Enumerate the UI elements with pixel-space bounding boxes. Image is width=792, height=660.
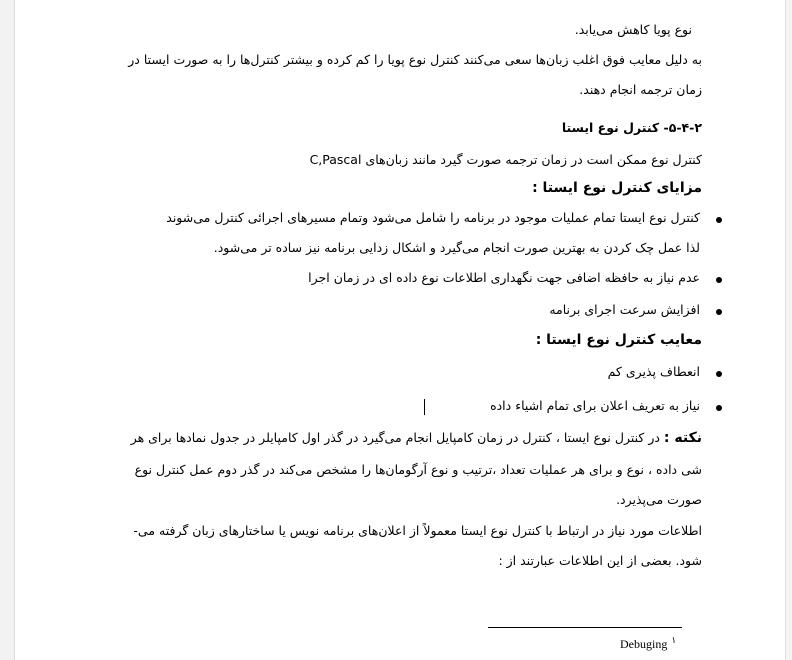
text-line: نوع پویا کاهش می‌یابد.: [574, 22, 692, 37]
text-line: شود. بعضی از این اطلاعات عبارتند از :: [498, 553, 702, 568]
bullet-icon: [716, 405, 722, 411]
section-heading: ۵-۴-۲- کنترل نوع ایستا: [561, 120, 702, 135]
bullet-icon: [716, 217, 722, 223]
footnote-separator: [488, 627, 682, 628]
advantages-heading: مزایای کنترل نوع ایستا :: [532, 180, 702, 196]
list-item: انعطاف پذیری کم: [607, 364, 700, 379]
note-line: [131, 430, 702, 446]
list-item: نیاز به تعریف اعلان برای تمام اشیاء داده: [490, 398, 700, 413]
text-line: صورت می‌پذیرد.: [616, 492, 702, 507]
note-text: در کنترل نوع ایستا ، کنترل در زمان کامپایل انجام می‌گیرد در گذر اول کامپایلر در جدول نمادها برای هر: [130, 430, 660, 445]
list-item: کنترل نوع ایستا تمام عملیات موجود در برنامه را شامل می‌شود وتمام مسیرهای اجرائی کنترل می‌شوند: [166, 210, 700, 225]
list-item: عدم نیاز به حافظه اضافی جهت نگهداری اطلاعات نوع داده ای در زمان اجرا: [308, 270, 700, 285]
right-margin-strip: [785, 0, 792, 660]
footnote-mark: ۱: [671, 635, 677, 645]
bullet-icon: [716, 277, 722, 283]
text-line: کنترل نوع ممکن است در زمان ترجمه صورت گیرد مانند زبان‌های C,Pascal: [309, 152, 702, 167]
text-line: اطلاعات مورد نیاز در ارتباط با کنترل نوع ایستا معمولاً از اعلان‌های برنامه نویس یا ساختارهای زبان گرفته می-: [133, 523, 702, 538]
note-label: نکته :: [663, 430, 702, 446]
disadvantages-heading: معایب کنترل نوع ایستا :: [535, 332, 702, 348]
text-line: به دلیل معایب فوق اغلب زبان‌ها سعی می‌کنند کنترل نوع پویا را کم کرده و بیشتر کنترل‌ها را به صورت ایستا در: [128, 52, 702, 67]
text-line: زمان ترجمه انجام دهند.: [579, 82, 702, 97]
bullet-icon: [716, 309, 722, 315]
footnote: [620, 635, 676, 652]
footnote-text: Debuging: [620, 637, 668, 651]
left-margin-strip: [0, 0, 15, 660]
text-line: شی داده ، نوع و برای هر عملیات تعداد ،ترتیب و نوع آرگومان‌ها را مشخص می‌کند در گذر دوم عمل کنترل نوع: [134, 462, 702, 477]
bullet-icon: [716, 371, 722, 377]
list-item-continuation: لذا عمل چک کردن به بهترین صورت انجام می‌گیرد و اشکال زدایی برنامه نیز ساده تر می‌شود.: [213, 240, 700, 255]
list-item: افزایش سرعت اجرای برنامه: [549, 302, 700, 317]
text-cursor: [424, 399, 425, 415]
